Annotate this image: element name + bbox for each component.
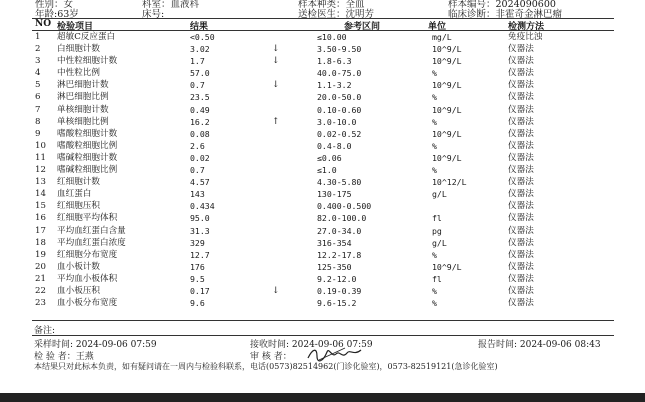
test-method: 仪器法 bbox=[508, 285, 534, 296]
table-row bbox=[0, 116, 645, 128]
test-method: 仪器法 bbox=[508, 273, 534, 284]
table-row bbox=[0, 104, 645, 116]
row-number: 19 bbox=[35, 249, 46, 260]
unit-value: 10^9/L bbox=[432, 56, 462, 67]
result-value: <0.50 bbox=[190, 32, 215, 42]
header-result: 结果 bbox=[190, 22, 209, 32]
row-number: 8 bbox=[35, 116, 41, 127]
unit-value: % bbox=[432, 249, 437, 260]
divider-remarks bbox=[32, 335, 614, 336]
unit-value: % bbox=[432, 92, 437, 103]
unit-value: 10^9/L bbox=[432, 152, 462, 163]
table-row bbox=[0, 164, 645, 176]
reference-range: 3.50-9.50 bbox=[317, 44, 362, 55]
reference-range: 4.30-5.80 bbox=[317, 177, 362, 188]
table-row bbox=[0, 273, 645, 285]
item-name: 嗜酸粒细胞比例 bbox=[57, 140, 118, 151]
result-value: 95.0 bbox=[190, 213, 210, 224]
reference-range: 9.6-15.2 bbox=[317, 298, 357, 309]
row-number: 1 bbox=[35, 32, 41, 42]
test-method: 仪器法 bbox=[508, 213, 534, 224]
reference-range: 0.4-8.0 bbox=[317, 140, 352, 151]
reference-range: 27.0-34.0 bbox=[317, 225, 362, 236]
reference-range: 0.10-0.60 bbox=[317, 104, 362, 115]
test-method: 仪器法 bbox=[508, 177, 534, 188]
test-method: 仪器法 bbox=[508, 249, 534, 260]
reference-range: 12.2-17.8 bbox=[317, 249, 362, 260]
table-row bbox=[0, 140, 645, 152]
item-name: 嗜碱粒细胞比例 bbox=[57, 165, 118, 176]
abnormal-flag: ↓ bbox=[272, 56, 280, 67]
abnormal-flag: ↑ bbox=[272, 116, 280, 127]
reference-range: ≤10.00 bbox=[317, 32, 347, 42]
item-name: 白细胞计数 bbox=[57, 44, 100, 55]
item-name: 中性粒细胞计数 bbox=[57, 56, 118, 67]
result-value: 2.6 bbox=[190, 140, 205, 151]
test-method: 仪器法 bbox=[508, 165, 534, 176]
result-value: 0.49 bbox=[190, 104, 210, 115]
test-method: 仪器法 bbox=[508, 152, 534, 163]
header-unit: 单位 bbox=[428, 22, 447, 32]
table-row bbox=[0, 128, 645, 140]
unit-value: % bbox=[432, 298, 437, 309]
age-label: 年龄:63岁 bbox=[35, 9, 79, 20]
result-value: 329 bbox=[190, 237, 205, 248]
abnormal-flag: ↓ bbox=[272, 44, 280, 55]
test-method: 仪器法 bbox=[508, 189, 534, 200]
result-value: 9.6 bbox=[190, 298, 205, 309]
reference-range: 125-350 bbox=[317, 261, 352, 272]
result-value: 57.0 bbox=[190, 68, 210, 79]
row-number: 12 bbox=[35, 165, 46, 176]
divider-bottom bbox=[32, 320, 614, 321]
reviewer-label: 审 核 者： bbox=[250, 352, 292, 362]
table-row bbox=[0, 297, 645, 309]
abnormal-flag: ↓ bbox=[272, 285, 280, 296]
result-value: 0.08 bbox=[190, 128, 210, 139]
item-name: 嗜碱粒细胞计数 bbox=[57, 152, 118, 163]
item-name: 红细胞压积 bbox=[57, 201, 100, 212]
unit-value: 10^9/L bbox=[432, 44, 462, 55]
result-value: 1.7 bbox=[190, 56, 205, 67]
row-number: 14 bbox=[35, 189, 46, 200]
row-number: 11 bbox=[35, 152, 46, 163]
unit-value: g/L bbox=[432, 237, 447, 248]
diagnosis-label: 临床诊断：非霍奇金淋巴瘤 bbox=[448, 9, 563, 20]
item-name: 血小板分布宽度 bbox=[57, 298, 118, 309]
test-method: 仪器法 bbox=[508, 261, 534, 272]
unit-value: 10^9/L bbox=[432, 261, 462, 272]
patient-info bbox=[0, 6, 645, 18]
results-table bbox=[0, 31, 645, 309]
unit-value: mg/L bbox=[432, 32, 452, 42]
reference-range: 82.0-100.0 bbox=[317, 213, 367, 224]
table-row bbox=[0, 285, 645, 297]
reference-range: 0.19-0.39 bbox=[317, 285, 362, 296]
unit-value: g/L bbox=[432, 189, 447, 200]
row-number: 3 bbox=[35, 56, 41, 67]
result-value: 3.02 bbox=[190, 44, 210, 55]
result-value: 0.17 bbox=[190, 285, 210, 296]
test-method: 仪器法 bbox=[508, 104, 534, 115]
unit-value: % bbox=[432, 285, 437, 296]
table-row bbox=[0, 91, 645, 103]
reference-range: 130-175 bbox=[317, 189, 352, 200]
row-number: 18 bbox=[35, 237, 46, 248]
result-value: 0.7 bbox=[190, 80, 205, 91]
result-value: 23.5 bbox=[190, 92, 210, 103]
item-name: 淋巴细胞计数 bbox=[57, 80, 109, 91]
reference-range: 3.0-10.0 bbox=[317, 116, 357, 127]
test-method: 仪器法 bbox=[508, 140, 534, 151]
item-name: 血红蛋白 bbox=[57, 189, 92, 200]
table-row bbox=[0, 43, 645, 55]
row-number: 4 bbox=[35, 68, 41, 79]
unit-value: 10^9/L bbox=[432, 80, 462, 91]
reference-range: 0.400-0.500 bbox=[317, 201, 372, 212]
table-row bbox=[0, 176, 645, 188]
row-number: 7 bbox=[35, 104, 41, 115]
row-number: 16 bbox=[35, 213, 46, 224]
row-number: 6 bbox=[35, 92, 41, 103]
item-name: 嗜酸粒细胞计数 bbox=[57, 128, 118, 139]
table-row bbox=[0, 200, 645, 212]
bottom-edge-bar bbox=[0, 393, 645, 402]
result-value: 176 bbox=[190, 261, 205, 272]
item-name: 平均血红蛋白含量 bbox=[57, 225, 126, 236]
table-row bbox=[0, 249, 645, 261]
reference-range: 40.0-75.0 bbox=[317, 68, 362, 79]
row-number: 20 bbox=[35, 261, 46, 272]
test-method: 仪器法 bbox=[508, 237, 534, 248]
row-number: 22 bbox=[35, 285, 46, 296]
reference-range: 0.02-0.52 bbox=[317, 128, 362, 139]
result-value: 143 bbox=[190, 189, 205, 200]
row-number: 15 bbox=[35, 201, 46, 212]
table-row bbox=[0, 55, 645, 67]
row-number: 2 bbox=[35, 44, 41, 55]
item-name: 红细胞平均体积 bbox=[57, 213, 118, 224]
bed-label: 床号: bbox=[142, 9, 165, 20]
row-number: 17 bbox=[35, 225, 46, 236]
test-method: 仪器法 bbox=[508, 201, 534, 212]
row-number: 9 bbox=[35, 128, 41, 139]
table-row bbox=[0, 188, 645, 200]
result-value: 0.02 bbox=[190, 152, 210, 163]
item-name: 平均血小板体积 bbox=[57, 273, 118, 284]
result-value: 0.7 bbox=[190, 165, 205, 176]
reference-range: 9.2-12.0 bbox=[317, 273, 357, 284]
reference-range: 316-354 bbox=[317, 237, 352, 248]
row-number: 13 bbox=[35, 177, 46, 188]
test-method: 仪器法 bbox=[508, 298, 534, 309]
table-row bbox=[0, 79, 645, 91]
table-row bbox=[0, 212, 645, 224]
result-value: 16.2 bbox=[190, 116, 210, 127]
test-method: 仪器法 bbox=[508, 225, 534, 236]
header-method: 检测方法 bbox=[508, 22, 545, 32]
contact-notice: 本结果只对此标本负责，如有疑问请在一周内与检验科联系，电话(0573)82514962(门诊化验室)，0573-82519121(急诊化验室) bbox=[34, 362, 498, 371]
test-method: 仪器法 bbox=[508, 92, 534, 103]
result-value: 0.434 bbox=[190, 201, 215, 212]
sample-type-label: 样本种类：全血 bbox=[298, 0, 365, 10]
row-number: 10 bbox=[35, 140, 46, 151]
reference-range: 1.1-3.2 bbox=[317, 80, 352, 91]
unit-value: fl bbox=[432, 273, 442, 284]
department-label: 科室：血液科 bbox=[142, 0, 200, 10]
reference-range: ≤1.0 bbox=[317, 165, 337, 176]
unit-value: 10^12/L bbox=[432, 177, 467, 188]
test-method: 仪器法 bbox=[508, 116, 534, 127]
sample-number-label: 样本编号：2024090600 bbox=[448, 0, 556, 10]
item-name: 单核细胞比例 bbox=[57, 116, 109, 127]
tester-label: 检 验 者：王燕 bbox=[34, 352, 94, 362]
table-row bbox=[0, 237, 645, 249]
item-name: 红细胞分布宽度 bbox=[57, 249, 118, 260]
receive-time: 接收时间: 2024-09-06 07:59 bbox=[250, 340, 373, 350]
test-method: 仪器法 bbox=[508, 128, 534, 139]
test-method: 仪器法 bbox=[508, 80, 534, 91]
item-name: 血小板计数 bbox=[57, 261, 100, 272]
abnormal-flag: ↓ bbox=[272, 80, 280, 91]
table-row bbox=[0, 225, 645, 237]
table-row bbox=[0, 261, 645, 273]
test-method: 仪器法 bbox=[508, 44, 534, 55]
result-value: 12.7 bbox=[190, 249, 210, 260]
test-method: 仪器法 bbox=[508, 68, 534, 79]
unit-value: 10^9/L bbox=[432, 104, 462, 115]
reference-range: 20.0-50.0 bbox=[317, 92, 362, 103]
table-row bbox=[0, 31, 645, 43]
row-number: 21 bbox=[35, 273, 46, 284]
header-reference: 参考区间 bbox=[344, 22, 381, 32]
row-number: 5 bbox=[35, 80, 41, 91]
header-no: NO bbox=[35, 19, 52, 29]
row-number: 23 bbox=[35, 298, 46, 309]
remarks-label: 备注: bbox=[34, 326, 56, 336]
report-time: 报告时间: 2024-09-06 08:43 bbox=[478, 340, 601, 350]
doctor-label: 送检医生：沈明芳 bbox=[298, 9, 375, 20]
item-name: 平均血红蛋白浓度 bbox=[57, 237, 126, 248]
unit-value: % bbox=[432, 116, 437, 127]
unit-value: % bbox=[432, 165, 437, 176]
reference-range: ≤0.06 bbox=[317, 152, 342, 163]
table-row bbox=[0, 152, 645, 164]
item-name: 中性粒比例 bbox=[57, 68, 100, 79]
header-item: 检验项目 bbox=[57, 22, 94, 32]
test-method: 仪器法 bbox=[508, 56, 534, 67]
table-row bbox=[0, 67, 645, 79]
result-value: 31.3 bbox=[190, 225, 210, 236]
item-name: 红细胞计数 bbox=[57, 177, 100, 188]
item-name: 淋巴细胞比例 bbox=[57, 92, 109, 103]
unit-value: % bbox=[432, 140, 437, 151]
test-method: 免疫比浊 bbox=[508, 32, 543, 42]
unit-value: pg bbox=[432, 225, 442, 236]
item-name: 血小板压积 bbox=[57, 285, 100, 296]
unit-value: fl bbox=[432, 213, 442, 224]
gender-label: 性别：女 bbox=[35, 0, 74, 10]
reference-range: 1.8-6.3 bbox=[317, 56, 352, 67]
unit-value: 10^9/L bbox=[432, 128, 462, 139]
item-name: 超敏C反应蛋白 bbox=[57, 32, 116, 42]
unit-value: % bbox=[432, 68, 437, 79]
result-value: 4.57 bbox=[190, 177, 210, 188]
item-name: 单核细胞计数 bbox=[57, 104, 109, 115]
result-value: 9.5 bbox=[190, 273, 205, 284]
collect-time: 采样时间: 2024-09-06 07:59 bbox=[34, 340, 157, 350]
